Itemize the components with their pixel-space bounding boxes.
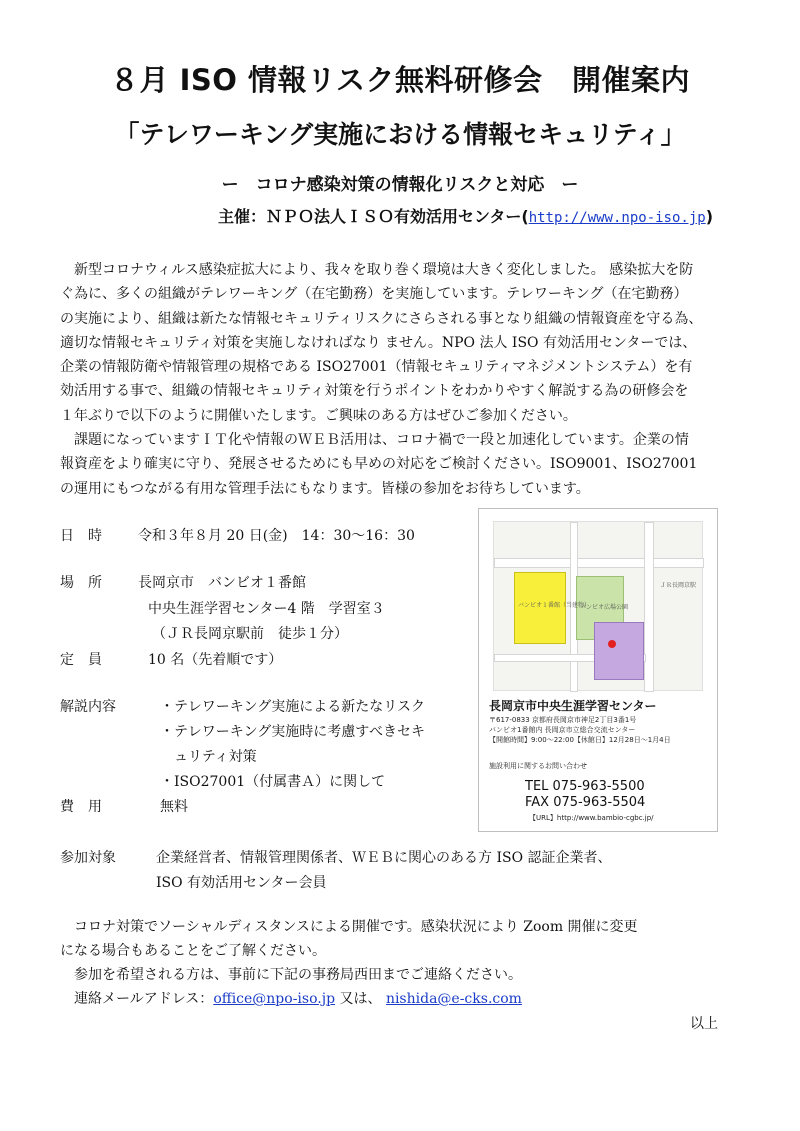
intro-line: の実施により、組織は新たな情報セキュリティリスクにさらされる事となり組織の情報資産を守る為、 — [60, 310, 703, 327]
place-line-3: （ＪＲ長岡京駅前 徒歩１分） — [152, 626, 348, 642]
host-line — [218, 204, 713, 227]
topics-label: 解説内容 — [60, 699, 116, 715]
contact-label: 連絡メールアドレス： — [74, 991, 214, 1007]
email-link-office[interactable]: office@npo-iso.jp — [213, 991, 336, 1007]
footer-line: コロナ対策でソーシャルディスタンスによる開催です。感染状況により Zoom 開催に変更 — [74, 919, 638, 935]
map-marker-icon — [608, 640, 616, 648]
intro-line: 適切な情報セキュリティ対策を実施しなければなり ません。NPO 法人 ISO 有効活用センターでは、 — [60, 334, 697, 351]
intro-line: １年ぶりで以下のように開催いたします。ご興味のある方はぜひご参加ください。 — [60, 407, 577, 424]
page-subtitle-2: ー コロナ感染対策の情報化リスクと対応 ー — [221, 175, 579, 195]
target-label: 参加対象 — [60, 850, 116, 866]
host-label: 主催：ＮＰＯ法人ＩＳＯ有効活用センター( — [218, 207, 529, 226]
page-subtitle: 「テレワーキング実施における情報セキュリティ」 — [114, 120, 686, 149]
map-label-green: バンビオ広場公園 — [580, 604, 629, 611]
intro-line: の運用にもつながる有用な管理手法にもなります。皆様の参加をお待ちしています。 — [60, 480, 590, 497]
intro-line: 企業の情報防衛や情報管理の規格である ISO27001（情報セキュリティマネジメントシステム）を有 — [60, 359, 693, 376]
map-venue-name: 長岡京市中央生涯学習センター — [489, 699, 657, 713]
map-venue-block — [594, 622, 644, 680]
contact-line — [60, 987, 740, 1011]
venue-map — [478, 508, 718, 832]
map-hours: 【開館時間】9:00〜22:00【休館日】12月28日〜1月4日 — [489, 736, 671, 744]
intro-line: 新型コロナウィルス感染症拡大により、我々を取り巻く環境は大きく変化しました。 感染拡大を防 — [74, 262, 694, 278]
footer-notes — [60, 915, 740, 1011]
map-label-yellow: バンビオ１番館（当建物） — [518, 602, 591, 609]
footer-line: になる場合もあることをご了解ください。 — [60, 943, 326, 959]
map-url: 【URL】http://www.bambio-cgbc.jp/ — [529, 814, 654, 822]
topic-item: ・テレワーキング実施による新たなリスク — [160, 699, 426, 715]
page-title: ８月 ISO 情報リスク無料研修会 開催案内 — [110, 63, 690, 97]
target-line-1: 企業経営者、情報管理関係者、ＷＥＢに関心のある方 ISO 認証企業者、 — [156, 850, 612, 866]
map-address-line: 〒617-0833 京都府長岡京市神足2丁目3番1号 — [489, 716, 637, 724]
map-fax: FAX 075-963-5504 — [525, 795, 646, 810]
map-road — [494, 558, 704, 568]
capacity-value: 10 名（先着順です） — [148, 652, 283, 668]
map-road — [644, 522, 654, 692]
intro-line: 効活用する事で、組織の情報セキュリティ対策を行うポイントをわかりやすく解説する為の研修会を — [60, 383, 689, 400]
target-line-2: ISO 有効活用センター会員 — [156, 875, 327, 891]
fee-value: 無料 — [160, 799, 188, 815]
intro-line: ぐ為に、多くの組織がテレワーキング（在宅勤務）を実施しています。テレワーキング（在宅勤務） — [60, 286, 688, 303]
date-label: 日 時 — [60, 528, 102, 544]
map-phone — [525, 779, 645, 811]
intro-paragraph-1 — [60, 258, 740, 501]
place-line-2: 中央生涯学習センター4 階 学習室３ — [148, 601, 385, 617]
map-address — [489, 715, 671, 745]
topic-item: ・ISO27001（付属書Ａ）に関して — [160, 774, 386, 790]
place-line-1: 長岡京市 バンビオ１番館 — [138, 575, 306, 591]
place-label: 場 所 — [60, 575, 102, 591]
host-close: ) — [705, 207, 714, 226]
map-address-line: バンビオ1番館内 長岡京市立総合交流センター — [489, 726, 636, 734]
fee-label: 費 用 — [60, 799, 102, 815]
map-area — [493, 521, 703, 691]
closing-text: 以上 — [690, 1016, 718, 1032]
email-link-nishida[interactable]: nishida@e-cks.com — [385, 991, 522, 1007]
intro-line: 課題になっていますＩＴ化や情報のＷＥＢ活用は、コロナ禍で一段と加速化しています。企業の情 — [74, 432, 689, 449]
topic-item: ュリティ対策 — [174, 749, 257, 765]
map-tel: TEL 075-963-5500 — [525, 779, 645, 794]
map-note: 施設利用に関するお問い合わせ — [489, 762, 587, 770]
date-value: 令和３年８月 20 日(金) 14：30〜16：30 — [138, 528, 415, 544]
footer-line: 参加を希望される方は、事前に下記の事務局西田までご連絡ください。 — [74, 967, 522, 983]
contact-or: 又は、 — [335, 991, 386, 1007]
capacity-label: 定 員 — [60, 652, 102, 668]
host-url-link[interactable]: http://www.npo-iso.jp — [528, 210, 706, 226]
map-label-jr: ＪＲ長岡京駅 — [660, 582, 697, 589]
intro-line: 報資産をより確実に守り、発展させるためにも早めの対応をご検討ください。ISO9001、ISO27001 — [60, 456, 698, 473]
topic-item: ・テレワーキング実施時に考慮すべきセキ — [160, 724, 426, 740]
